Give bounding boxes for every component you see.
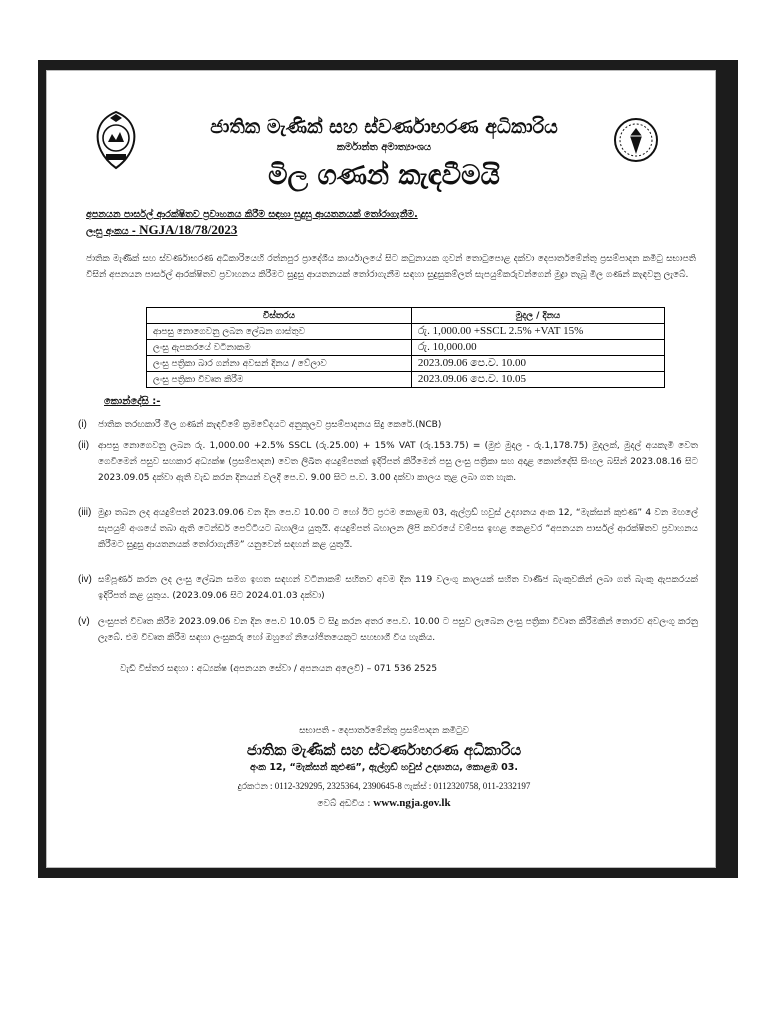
table-row xyxy=(147,340,665,356)
reference-label: ලංසු අංකය - xyxy=(86,226,136,237)
table-cell: ලංසු පත්‍රිකා බාර ගන්නා අවසන් දිනය / වේලාව xyxy=(147,356,412,372)
condition-text: ලංසුපත් විවෘත කිරීම 2023.09.06 වන දින පෙ.ව 10.05 ට සිදු කරන අතර පෙ.ව. 10.00 ට පසුව ලැබෙන ලංසු පත්‍රිකා විවෘත කිරීමකින් තොරව අවලංගු කරනු ලැබේ. එම විවෘත කිරීම සඳහා ලංසුකරු හෝ ඔහුගේ නියෝජිතයෙකුට සහභාගී විය හැකිය. xyxy=(98,617,698,643)
footer-authority: ජාතික මැණික් සහ ස්වර්ණාභරණ අධිකාරිය xyxy=(246,741,522,759)
table-cell: රු. 10,000.00 xyxy=(411,340,664,356)
table-header: මුදල / දිනය xyxy=(411,308,664,324)
table-row xyxy=(147,356,665,372)
condition-number: (iv) xyxy=(78,574,92,585)
authority-title: ජාතික මැණික් සහ ස්වර්ණාභරණ අධිකාරිය xyxy=(210,116,558,138)
table-cell: 2023.09.06 පෙ.ව. 10.05 xyxy=(411,372,664,388)
details-table xyxy=(146,307,665,388)
table-row xyxy=(147,372,665,388)
table-row xyxy=(147,324,665,340)
table-cell: ආපසු නොගෙවනු ලබන ලේඛන ගාස්තුව xyxy=(147,324,412,340)
subject-line: අපනයන පාර්සල් ආරක්ෂිතව ප්‍රවාහනය කිරීම සඳහා සුදුසු ආයතනයක් තෝරාගැනීම. xyxy=(86,209,418,220)
condition-item xyxy=(78,438,698,486)
condition-number: (iii) xyxy=(78,507,92,518)
conditions-heading: කොන්දේසි :- xyxy=(104,396,161,407)
condition-number: (v) xyxy=(78,616,90,627)
reference-line xyxy=(86,222,237,238)
web-label: වෙබ් අඩවිය : xyxy=(317,799,371,809)
table-cell: ලංසු පත්‍රිකා විවෘත කිරීම xyxy=(147,372,412,388)
ministry-name: කර්මාන්ත අමාත්‍යාංශය xyxy=(336,142,432,153)
notice-title: මිල ගණන් කැඳවීමයි xyxy=(268,160,500,191)
footer-committee: සභාපති - දෙපාර්තමේන්තු ප්‍රසම්පාදන කමිටුව xyxy=(299,726,469,736)
footer-phone: දුරකථන : 0112-329295, 2325364, 2390645-8 ෆැක්ස් : 0112320758, 011-2332197 xyxy=(237,781,531,791)
table-header: විස්තරය xyxy=(147,308,412,324)
footer-web xyxy=(0,797,768,809)
table-cell: 2023.09.06 පෙ.ව. 10.00 xyxy=(411,356,664,372)
condition-item xyxy=(78,417,698,433)
intro-paragraph: ජාතික මැණික් සහ ස්වර්ණාභරණ අධිකාරියෙහි රත්නපුර ප්‍රාදේශීය කාර්යාලයේ සිට කටුනායක ගුවන් තොටුපොළ දක්වා දෙපාර්තමේන්තු ප්‍රසම්පාදන කමිටු සභාපති විසින් අපනයන පාර්සල් ආරක්ෂිතව ප්‍රවාහනය කිරීමට සුදුසු ආයතනයක් තෝරාගැනීම සඳහා සුදුසුකම්ලත් සැපයුම්කරුවන්ගෙන් මුද්‍රා තැබූ මිල ගණන් කැඳවනු ලැබේ. xyxy=(86,254,696,280)
condition-number: (ii) xyxy=(78,440,90,451)
website-link[interactable]: www.ngja.gov.lk xyxy=(373,797,451,809)
table-cell: රු. 1,000.00 +SSCL 2.5% +VAT 15% xyxy=(411,324,664,340)
reference-code: NGJA/18/78/2023 xyxy=(139,222,238,237)
contact-line: වැඩි විස්තර සඳහා : අධ්‍යක්ෂ (අපනයන සේවා / අපනයන අලෙවි) – 071 536 2525 xyxy=(120,664,438,674)
table-header-row xyxy=(147,308,665,324)
condition-text: ආපසු නොගෙවනු ලබන රු. 1,000.00 +2.5% SSCL (රු.25.00) + 15% VAT (රු.153.75) = (මුළු මුදල - රු.1,178.75) මුදලක්, මුදල් අයකැමි වෙත ගෙවීමෙන් පසුව සහකාර අධ්‍යක්ෂ (ප්‍රසම්පාදන) වෙත ලිඛිත අයදුම්පතක් ඉදිරිපත් කිරීමෙන් පසු ලංසු පත්‍රිකා සහ අදාළ කොන්දේසි සිංහල බසින් 2023.08.16 සිට 2023.09.05 දක්වා ඇති වැඩ කරන දිනයන් වලදී පෙ.ව. 9.00 සිට ප.ව. 3.00 දක්වා කාලය තුළ ලබා ගත හැක. xyxy=(98,441,698,483)
condition-item xyxy=(78,505,698,553)
condition-number: (i) xyxy=(78,419,87,430)
footer-address: අංක 12, “මැක්සන් කුළුණ”, ඇල්ෆ්‍රඩ් හවුස් උද්‍යානය, කොළඹ 03. xyxy=(250,762,518,773)
condition-text: සම්පූර්ණ කරන ලද ලංසු ලේඛන සමග ඉහත සඳහන් වටිනාකම් සහිතව අවම දින 119 වලංගු කාලයක් සහිත වාණිජ බැංකුවකින් ලබා ගත් බැංකු ඇපකරයක් ඉදිරිපත් කළ යුතුය. (2023.09.06 සිට 2024.01.03 දක්වා) xyxy=(98,575,698,601)
condition-text: මුද්‍රා තබන ලද අයදුම්පත් 2023.09.06 වන දින පෙ.ව 10.00 ට හෝ ඊට ප්‍රථම කොළඹ 03, ඇල්ෆ්‍රඩ් හවුස් උද්‍යානය අංක 12, “මැක්සන් කුළුණ” 4 වන මහලේ සැපයුම් අංශයේ තබා ඇති ටෙන්ඩර් පෙට්ටියට බහාලිය යුතුයි. අයදුම්පත් බහාලන ලිපි කවරයේ වම්පස ඉහළ කෙළවර “අපනයන පාර්සල් ආරක්ෂිතව ප්‍රවාහනය කිරීමට සුදුසු ආයතනයක් තෝරාගැනීම” යනුවෙන් සඳහන් කළ යුතුයි. xyxy=(98,508,698,550)
condition-item xyxy=(78,572,698,604)
condition-text: ජාතික තරඟකාරී මිල ගණන් කැඳවීමේ ක්‍රමවේදයට අනුකූලව ප්‍රසම්පාදනය සිදු කෙරේ.(NCB) xyxy=(98,420,442,430)
condition-item xyxy=(78,614,698,646)
table-cell: ලංසු ඇපකරයේ වටිනාකම xyxy=(147,340,412,356)
